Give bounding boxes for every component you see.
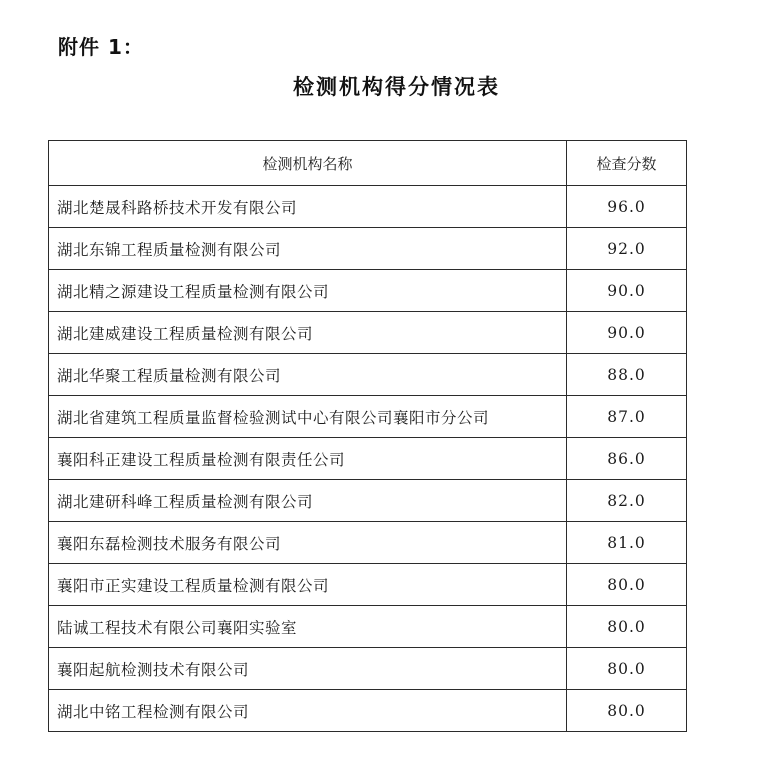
inspection-score: 87.0 (567, 396, 687, 438)
institution-name: 湖北楚晟科路桥技术开发有限公司 (49, 186, 567, 228)
table-row (49, 396, 687, 438)
table-row (49, 606, 687, 648)
column-header-name: 检测机构名称 (49, 141, 567, 186)
table-row (49, 270, 687, 312)
column-header-score: 检查分数 (567, 141, 687, 186)
table-row (49, 438, 687, 480)
table-row (49, 186, 687, 228)
table-row (49, 228, 687, 270)
institution-name: 湖北中铭工程检测有限公司 (49, 690, 567, 732)
inspection-score: 81.0 (567, 522, 687, 564)
score-table (48, 140, 687, 732)
inspection-score: 80.0 (567, 690, 687, 732)
table-row (49, 312, 687, 354)
table-row (49, 648, 687, 690)
table-row (49, 522, 687, 564)
page-title: 检测机构得分情况表 (293, 75, 500, 99)
institution-name: 襄阳起航检测技术有限公司 (49, 648, 567, 690)
table-row (49, 480, 687, 522)
inspection-score: 96.0 (567, 186, 687, 228)
inspection-score: 80.0 (567, 606, 687, 648)
inspection-score: 88.0 (567, 354, 687, 396)
institution-name: 湖北东锦工程质量检测有限公司 (49, 228, 567, 270)
institution-name: 湖北精之源建设工程质量检测有限公司 (49, 270, 567, 312)
institution-name: 襄阳科正建设工程质量检测有限责任公司 (49, 438, 567, 480)
institution-name: 湖北华聚工程质量检测有限公司 (49, 354, 567, 396)
table-header-row (49, 141, 687, 186)
inspection-score: 90.0 (567, 312, 687, 354)
inspection-score: 92.0 (567, 228, 687, 270)
table-row (49, 564, 687, 606)
table-row (49, 690, 687, 732)
inspection-score: 82.0 (567, 480, 687, 522)
inspection-score: 80.0 (567, 564, 687, 606)
institution-name: 湖北建威建设工程质量检测有限公司 (49, 312, 567, 354)
inspection-score: 86.0 (567, 438, 687, 480)
inspection-score: 90.0 (567, 270, 687, 312)
institution-name: 襄阳东磊检测技术服务有限公司 (49, 522, 567, 564)
table-row (49, 354, 687, 396)
attachment-label: 附件 1： (58, 35, 144, 59)
institution-name: 陆诚工程技术有限公司襄阳实验室 (49, 606, 567, 648)
inspection-score: 80.0 (567, 648, 687, 690)
institution-name: 襄阳市正实建设工程质量检测有限公司 (49, 564, 567, 606)
institution-name: 湖北省建筑工程质量监督检验测试中心有限公司襄阳市分公司 (49, 396, 567, 438)
institution-name: 湖北建研科峰工程质量检测有限公司 (49, 480, 567, 522)
